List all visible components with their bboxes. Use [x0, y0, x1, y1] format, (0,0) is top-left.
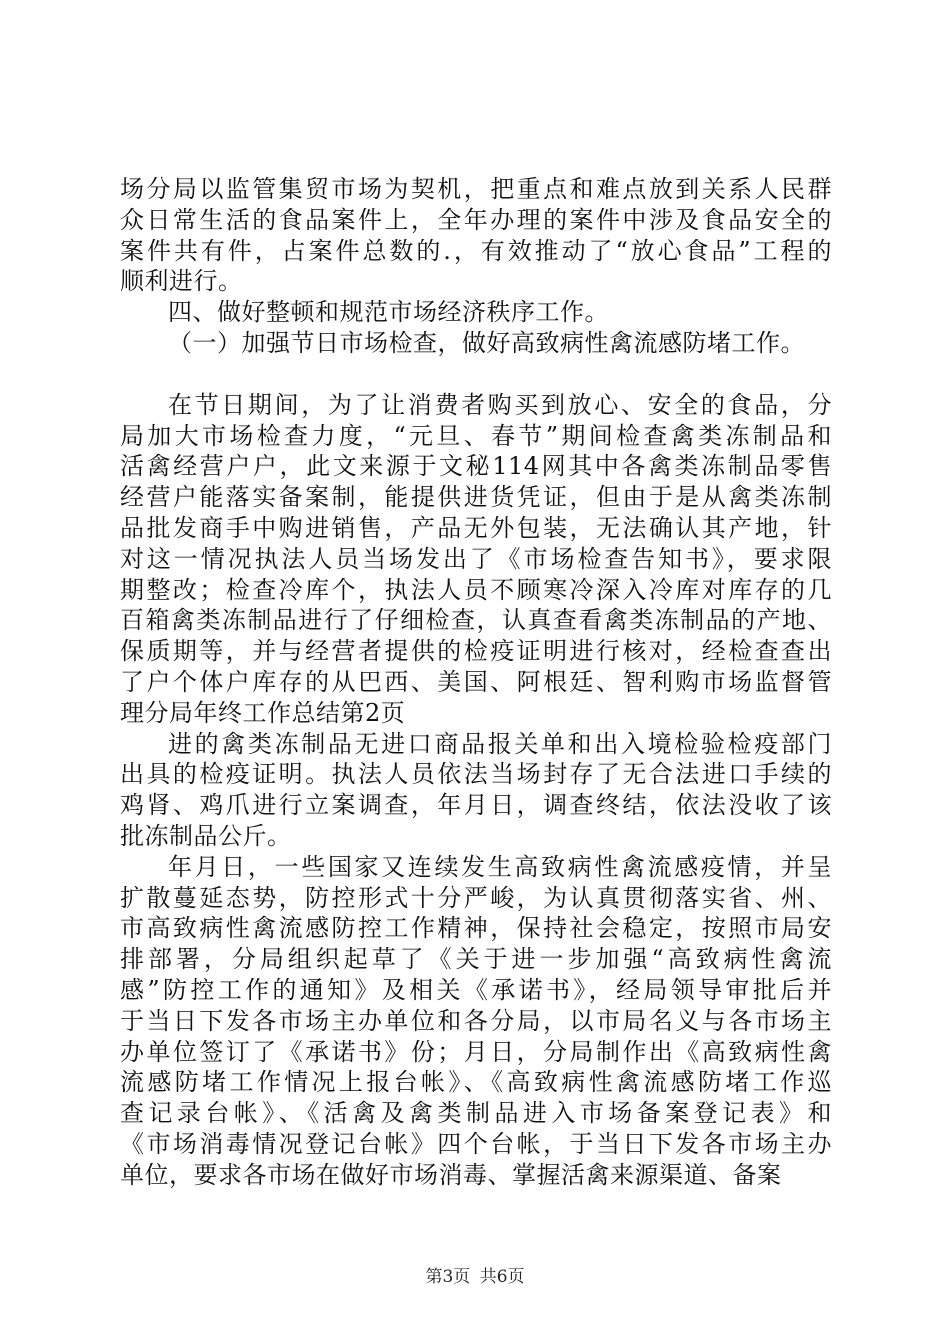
text-line: 顺利进行。 — [120, 267, 243, 296]
paragraph — [120, 729, 832, 852]
page-footer — [0, 1262, 950, 1287]
text-line: （一）加强节日市场检查，做好高致病性禽流感防堵工作。 — [168, 328, 805, 357]
text-line: 众日常生活的食品案件上，全年办理的案件中涉及食品安全的 — [120, 205, 832, 234]
page-total: 共6页 — [479, 1267, 525, 1287]
blank-line — [120, 359, 832, 390]
paragraph — [120, 328, 832, 359]
paragraph — [120, 390, 832, 729]
paragraph — [120, 297, 832, 328]
paragraph — [120, 174, 832, 297]
text-line: 百箱禽类冻制品进行了仔细检查，认真查看禽类冻制品的产地、 — [120, 606, 832, 635]
page-number: 第3页 — [425, 1267, 471, 1287]
text-line: 在节日期间，为了让消费者购买到放心、安全的食品，分 — [168, 390, 832, 419]
text-line: 批冻制品公斤。 — [120, 821, 292, 850]
text-line: 进的禽类冻制品无进口商品报关单和出入境检验检疫部门 — [168, 729, 832, 758]
text-line: 出具的检疫证明。执法人员依法当场封存了无合法进口手续的 — [120, 760, 832, 789]
text-line: 保质期等，并与经营者提供的检疫证明进行核对，经检查查出 — [120, 637, 832, 666]
text-line: 场分局以监管集贸市场为契机，把重点和难点放到关系人民群 — [120, 175, 832, 203]
text-line: 局加大市场检查力度，“元旦、春节”期间检查禽类冻制品和 — [120, 421, 832, 450]
text-line: 单位，要求各市场在做好市场消毒、掌握活禽来源渠道、备案 — [120, 1160, 782, 1189]
text-line: 查记录台帐》、《活禽及禽类制品进入市场备案登记表》和 — [120, 1099, 832, 1128]
text-line: 鸡肾、鸡爪进行立案调查，年月日，调查终结，依法没收了该 — [120, 791, 832, 820]
paragraph — [120, 852, 832, 1191]
text-line: 感”防控工作的通知》及相关《承诺书》，经局领导审批后并 — [120, 975, 832, 1004]
text-line: 《市场消毒情况登记台帐》四个台帐，于当日下发各市场主办 — [120, 1129, 832, 1158]
text-line: 经营户能落实备案制，能提供进货凭证，但由于是从禽类冻制 — [120, 483, 832, 512]
text-line: 理分局年终工作总结第2页 — [120, 698, 406, 727]
text-line: 了户个体户库存的从巴西、美国、阿根廷、智利购市场监督管 — [120, 667, 832, 696]
text-line: 市高致病性禽流感防控工作精神，保持社会稳定，按照市局安 — [120, 914, 832, 943]
text-line: 年月日，一些国家又连续发生高致病性禽流感疫情，并呈 — [168, 852, 832, 881]
text-line: 案件共有件，占案件总数的.，有效推动了“放心食品”工程的 — [120, 236, 832, 265]
text-line: 于当日下发各市场主办单位和各分局，以市局名义与各市场主 — [120, 1006, 832, 1035]
text-line: 排部署，分局组织起草了《关于进一步加强“高致病性禽流 — [120, 945, 832, 974]
text-line: 流感防堵工作情况上报台帐》、《高致病性禽流感防堵工作巡 — [120, 1068, 832, 1097]
text-line: 对这一情况执法人员当场发出了《市场检查告知书》，要求限 — [120, 544, 832, 573]
text-line: 品批发商手中购进销售，产品无外包装，无法确认其产地，针 — [120, 513, 832, 542]
text-line: 办单位签订了《承诺书》份；月日，分局制作出《高致病性禽 — [120, 1037, 832, 1066]
text-line: 活禽经营户户，此文来源于文秘114网其中各禽类冻制品零售 — [120, 452, 832, 481]
text-line: 扩散蔓延态势，防控形式十分严峻，为认真贯彻落实省、州、 — [120, 883, 832, 912]
text-line: 期整改；检查冷库个，执法人员不顾寒冷深入冷库对库存的几 — [120, 575, 832, 604]
document-body — [120, 174, 832, 1191]
text-line: 四、做好整顿和规范市场经济秩序工作。 — [168, 298, 609, 327]
